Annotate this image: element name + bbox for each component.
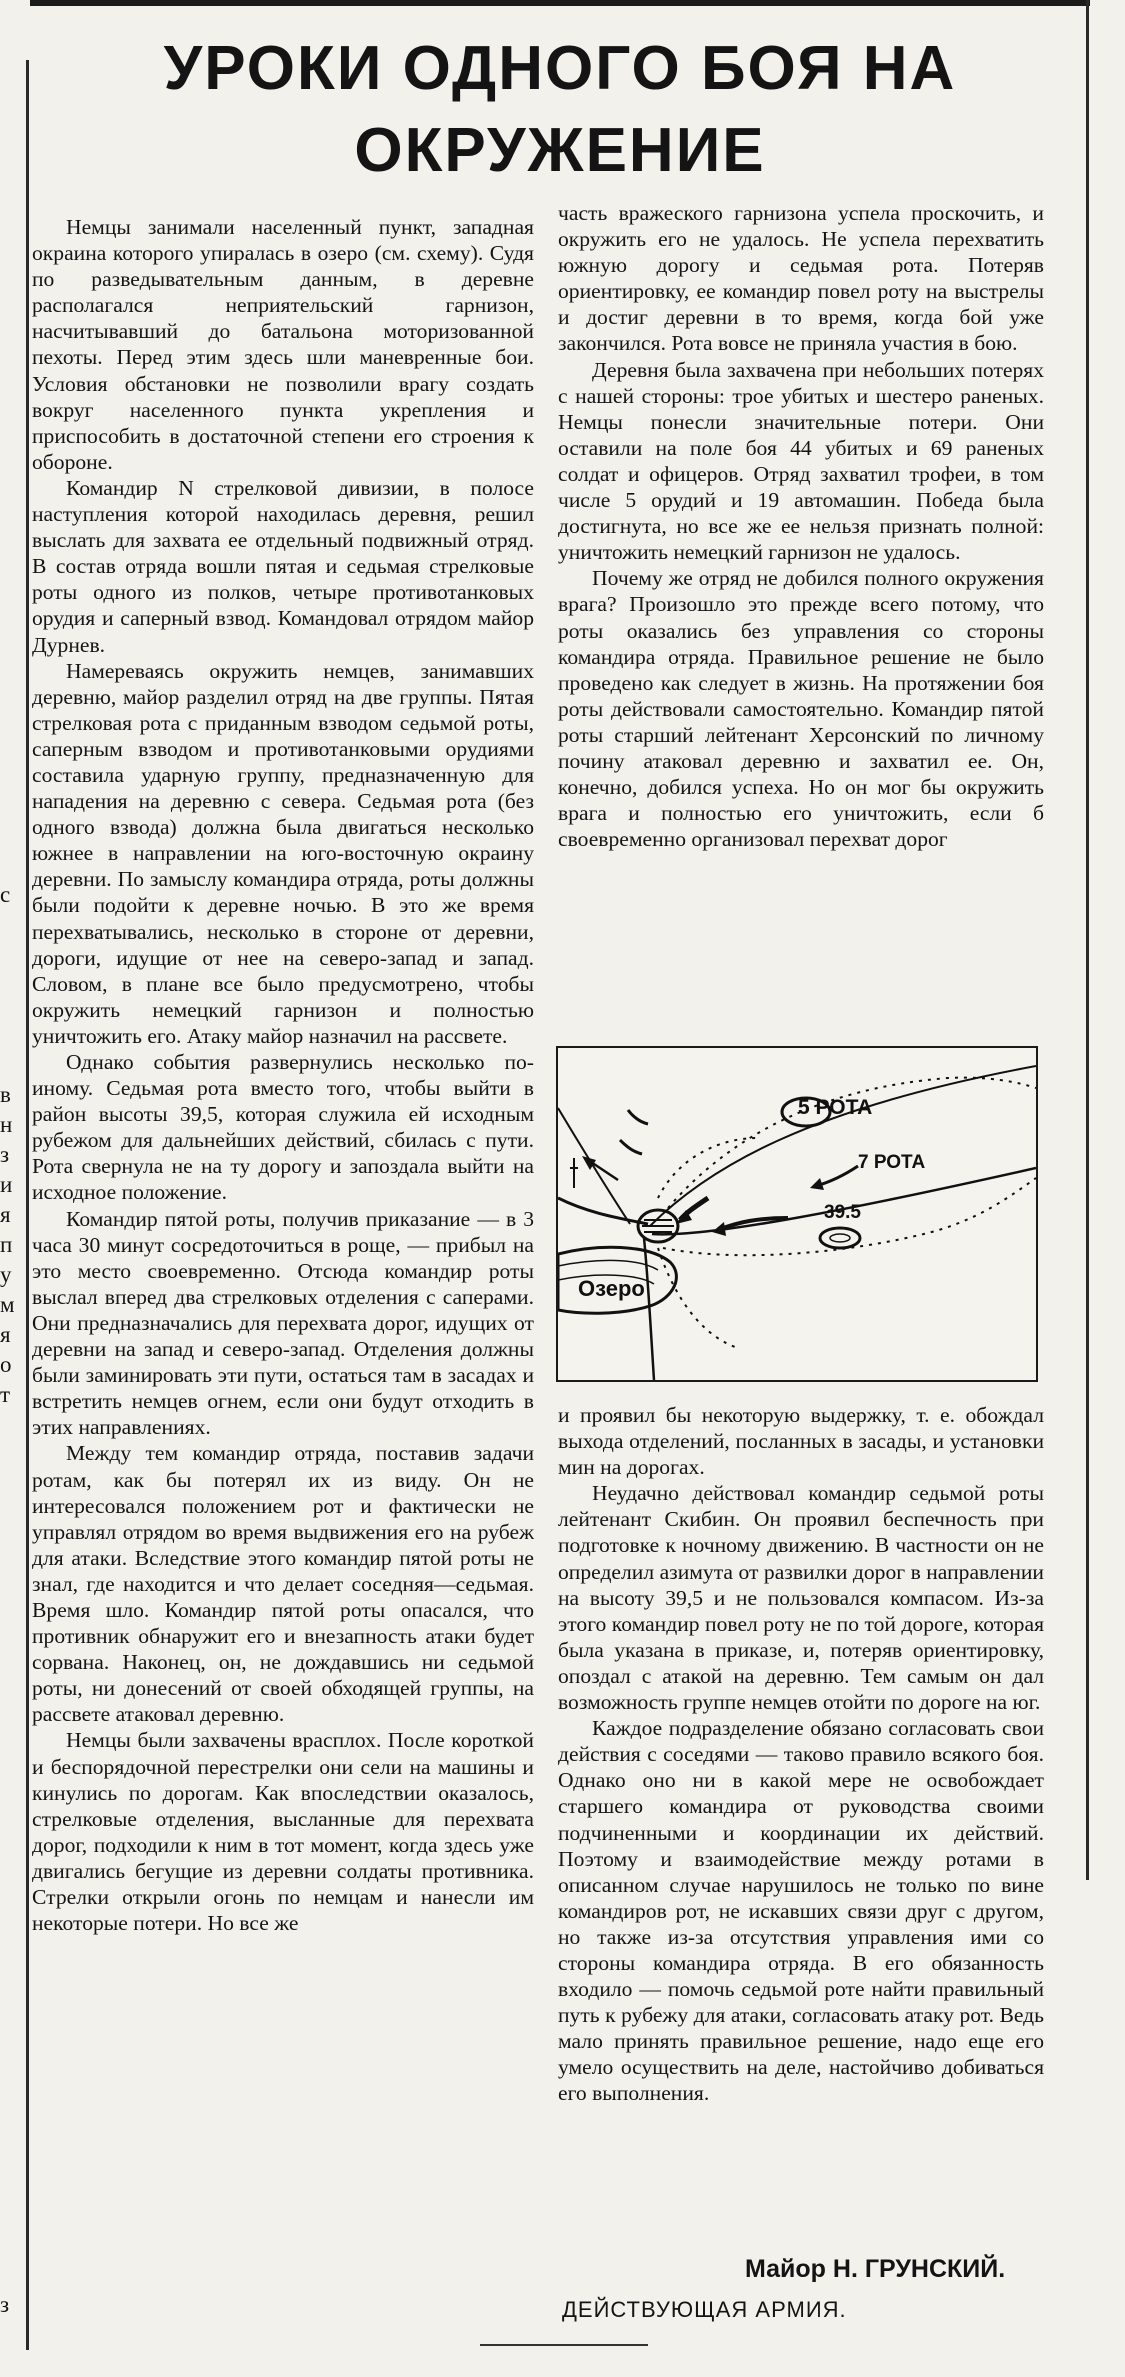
article-column-1 — [32, 214, 534, 1936]
dateline: ДЕЙСТВУЮЩАЯ АРМИЯ. — [562, 2297, 847, 2322]
paragraph: часть вражеского гарнизона успела проскочить, и окружить его не удалось. Не успела перехватить южную дорогу и седьмая рота. Потеряв ориентировку, ее командир повел роту на выстрелы и достиг деревни в то время, когда бой уже закончился. Рота вовсе не приняла участия в бою. — [558, 201, 1044, 356]
top-rule — [30, 0, 1090, 6]
paragraph: Однако события развернулись несколько по-иному. Седьмая рота вместо того, чтобы выйти в район высоты 39,5, которая служила ей исходным рубежом для дальнейших действий, сбилась с пути. Рота свернула не на ту дорогу и запоздала выйти на исходное положение. — [32, 1050, 534, 1205]
paragraph: Командир пятой роты, получив приказание — в 3 часа 30 минут сосредоточиться в роще, — прибыл на это место своевременно. Отсюда командир роты выслал вперед два стрелковых отделения с саперами. Они предназначались для перехвата дорог, идущих от деревни на запад и северо-запад. Отделения должны были заминировать эти пути, остаться там в засадах и встретить немцев огнем, если они будут отходить в этих направлениях. — [32, 1206, 534, 1440]
paragraph: Командир N стрелковой дивизии, в полосе наступления которой находилась деревня, решил выслать для захвата ее отдельный подвижный отряд. В состав отряда вошли пятая и седьмая стрелковые роты одного из полков, четыре противотанковых орудия и саперный взвод. Командовал отрядом майор Дурнев. — [32, 475, 534, 657]
paragraph: Неудачно действовал командир седьмой роты лейтенант Скибин. Он проявил беспечность при подготовке к ночному движению. В частности он не определил азимута от развилки дорог в направлении на высоту 39,5 и не пользовался компасом. Из-за этого командир повел роту не по той дороге, которая была указана в приказе, и, потеряв ориентировку, опоздал с атакой на деревню. Тем самым он дал возможность группе немцев отойти по дороге на юг. — [558, 1481, 1044, 1715]
edge-fragment: м — [0, 1292, 15, 1317]
edge-fragment: и — [0, 1172, 13, 1197]
company-5-label: 5 РОТА — [798, 1096, 873, 1119]
article-column-2 — [558, 200, 1044, 852]
height-label: 39.5 — [824, 1202, 861, 1223]
battle-scheme-map — [556, 1046, 1038, 1382]
ambush-mark — [628, 1110, 648, 1124]
edge-fragment: з — [0, 2292, 10, 2317]
road — [644, 1238, 654, 1380]
lake-label: Озеро — [578, 1276, 645, 1301]
edge-fragment: т — [0, 1382, 11, 1407]
edge-fragment: о — [0, 1352, 12, 1377]
column-rule-left — [26, 60, 29, 2350]
edge-fragment: н — [0, 1112, 13, 1137]
edge-fragment: я — [0, 1202, 11, 1227]
author-signature: Майор Н. ГРУНСКИЙ. — [745, 2255, 1006, 2283]
mine-mark — [570, 1158, 578, 1188]
paragraph: Каждое подразделение обязано согласовать свои действия с соседями — таково правило всякого боя. Однако оно ни в какой мере не освобождает старшего командира от руководства своими подчиненными и координации их действий. Поэтому и взаимодействие между ротами в описанном случае нарушилось не только по вине командиров рот, не искавших связи друг с другом, но также из-за отсутствия управления ими со стороны командира отряда. В его обязанность входило — помочь седьмой роте найти правильный путь к рубежу для атаки, согласовать атаку рот. Ведь мало принять правильное решение, надо еще его умело осуществить на деле, настойчиво добиваться его выполнения. — [558, 1716, 1044, 2106]
company-7-label: 7 РОТА — [858, 1152, 926, 1173]
road — [558, 1198, 648, 1224]
paragraph: Намереваясь окружить немцев, занимавших деревню, майор разделил отряд на две группы. Пятая стрелковая рота с приданным взводом седьмой роты, саперным взводом и противотанковыми орудиями составила ударную группу, предназначенную для нападения на деревню с севера. Седьмая рота (без одного взвода) должна была двигаться несколько южнее в направлении на юго-восточную окраину деревни. По замыслу командира отряда, роты должны были подойти к деревне ночью. В это же время перехватывались, несколько в стороне от деревни, дороги, идущие от нее на северо-запад и запад. Словом, в плане все было предусмотрено, чтобы окружить немецкий гарнизон и полностью уничтожить его. Атаку майор назначил на рассвете. — [32, 658, 534, 1048]
article-column-2-lower — [558, 1402, 1044, 2107]
paragraph: и проявил бы некоторую выдержку, т. е. обождал выхода отделений, посланных в засады, и установки мин на дорогах. — [558, 1403, 1044, 1480]
edge-fragment: з — [0, 1142, 10, 1167]
paragraph: Немцы были захвачены врасплох. После короткой и беспорядочной перестрелки они сели на машины и кинулись по дорогам. Как впоследствии оказалось, стрелковые отделения, высланные для перехвата дорог, подходили к ним в тот момент, когда здесь уже двигались бегущие из деревни солдаты противника. Стрелки открыли огонь по немцам и нанесли им некоторые потери. Но все же — [32, 1728, 534, 1936]
paragraph: Между тем командир отряда, поставив задачи ротам, как бы потерял их из виду. Он не интересовался положением рот и фактически не управлял отрядом во время выдвижения его на рубеж для атаки. Вследствие этого командир пятой роты не знал, где находится и что делает соседняя—седьмая. Время шло. Командир пятой роты опасался, что противник обнаружит его и внезапность атаки будет сорвана. Наконец, он, не дождавшись ни седьмой роты, ни донесений от своей обходящей группы, на рассвете атаковал деревню. — [32, 1441, 534, 1727]
bottom-rule — [480, 2344, 648, 2346]
column-rule-right — [1086, 0, 1089, 1880]
paragraph: Почему же отряд не добился полного окружения врага? Произошло это прежде всего потому, что роты оказались без управления со стороны командира отряда. Правильное решение не было проведено как следует в жизнь. На протяжении боя роты действовали самостоятельно. Командир пятой роты старший лейтенант Херсонский по личному почину атаковал деревню и захватил ее. Он, конечно, добился успеха. Но он мог бы окружить врага и полностью его уничтожить, если б своевременно организовал перехват дорог — [558, 566, 1044, 852]
edge-fragment: в — [0, 1082, 11, 1107]
edge-fragment: я — [0, 1322, 11, 1347]
road — [558, 1108, 630, 1224]
paragraph: Деревня была захвачена при небольших потерях с нашей стороны: трое убитых и шестеро раненых. Немцы понесли значительные потери. Они оставили на поле боя 44 убитых и 69 раненых солдат и офицеров. Отряд захватил трофеи, в том числе 5 орудий и 19 автомашин. Победа была достигнута, но все же ее нельзя признать полной: уничтожить немецкий гарнизон не удалось. — [558, 357, 1044, 565]
edge-fragment: п — [0, 1232, 13, 1257]
map-drawing — [558, 1048, 1036, 1380]
headline: УРОКИ ОДНОГО БОЯ НА ОКРУЖЕНИЕ — [163, 34, 957, 185]
ambush-mark — [620, 1140, 642, 1154]
paragraph: Немцы занимали населенный пункт, западная окраина которого упиралась в озеро (см. схему). Судя по разведывательным данным, в деревне располагался неприятельский гарнизон, насчитывавший до батальона моторизованной пехоты. Перед этим здесь шли маневренные бои. Условия обстановки не позволили врагу создать вокруг населенного пункта укрепления и приспособить в достаточной степени его строения к обороне. — [32, 215, 534, 474]
height-symbol — [820, 1228, 860, 1248]
edge-fragment: с — [0, 882, 11, 907]
edge-fragment: у — [0, 1262, 12, 1287]
company-7-arrow — [816, 1166, 858, 1186]
